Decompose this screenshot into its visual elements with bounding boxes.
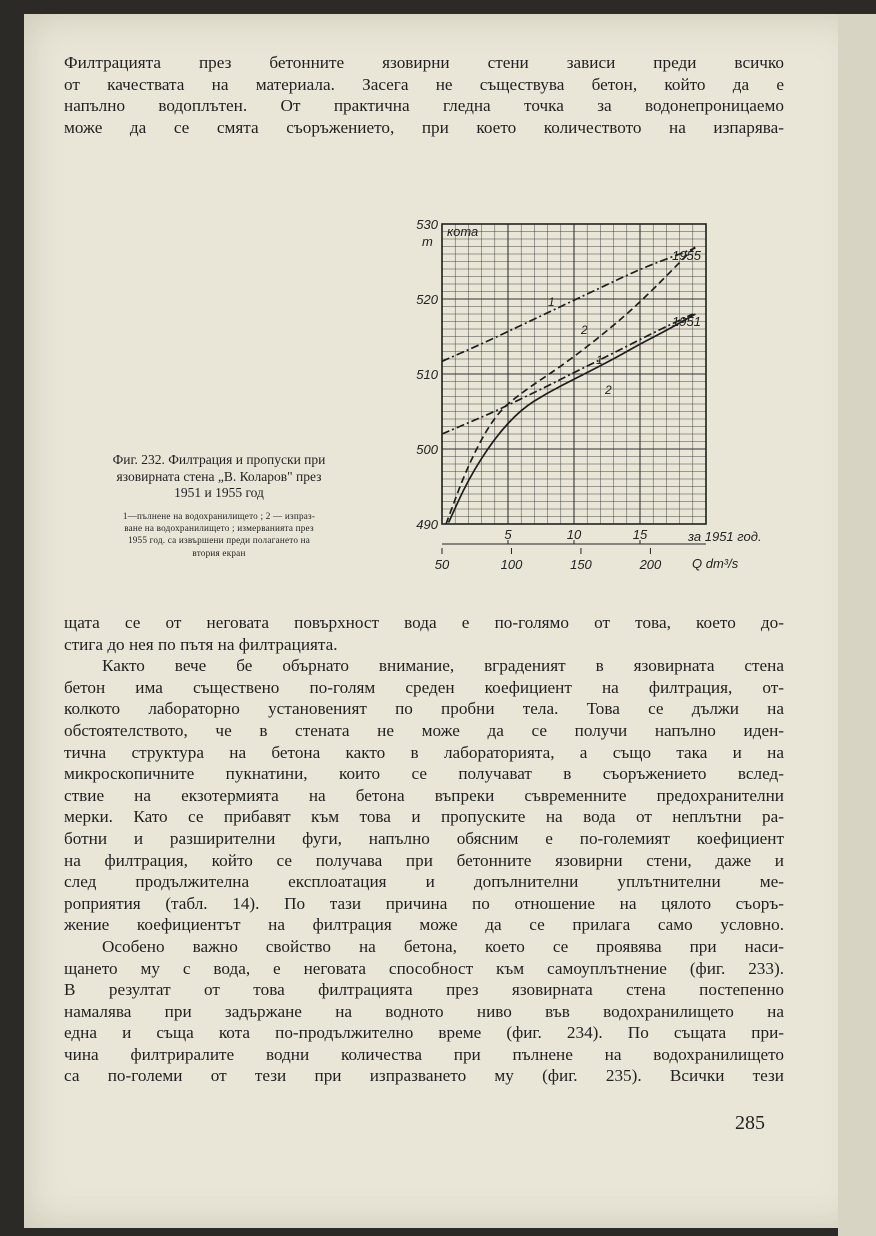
text-line: от качествата на материала. Засега не съществува бетон, който да е — [64, 74, 784, 94]
series-label-1951: 1951 — [672, 314, 701, 329]
series-label-1955: 1955 — [672, 248, 701, 263]
paragraph-top — [64, 52, 784, 138]
caption-line: язовирната стена „В. Коларов" през — [116, 468, 322, 484]
series-line-1951-1 — [449, 314, 696, 523]
figure-caption — [54, 452, 384, 559]
text-line: са по-големи от тези при изпразването му (фиг. 235). Всички тези — [64, 1066, 784, 1086]
text-line: бетон има съществено по-голям среден коефициент на филтрация, от- — [64, 677, 784, 697]
y-tick-label: 510 — [416, 367, 438, 382]
legend-line: 1—пълнене на водохранилището ; 2 — изпраз- — [122, 510, 316, 521]
text-line: намалява при задържане на водното ниво във водохранилището на — [64, 1001, 784, 1021]
curve-label-1955-1: 1 — [548, 295, 555, 309]
text-line: обстоятелството, че в стената не може да се получи напълно иден- — [64, 720, 784, 740]
filtration-chart — [400, 210, 780, 595]
text-line: колкото лабораторно установеният по пробни тела. Това се дължи на — [64, 699, 784, 719]
book-binding — [838, 14, 876, 1236]
chart-series — [442, 247, 695, 525]
text-line: роприятия (табл. 14). По тази причина по отношение на цялото съоръ- — [64, 893, 784, 913]
text-line: ботни и разширителни фуги, напълно обясним е по-големият коефициент — [64, 828, 784, 848]
x-flow-tick-label: 200 — [639, 557, 662, 572]
y-axis-unit: m — [422, 234, 433, 249]
y-axis-label: кота — [447, 224, 479, 239]
text-line: Особено важно свойство на бетона, което се проявява при наси- — [102, 936, 784, 956]
text-line: на филтрация, който се получава при бетонните язовирни стени, даже и — [64, 850, 784, 870]
chart-grid — [442, 224, 706, 524]
text-line: може да се смята съоръжението, при което количеството на изпарява- — [64, 117, 784, 137]
legend-line: втория екран — [192, 547, 246, 558]
x-flow-axis-label: Q dm³/s — [692, 556, 739, 571]
curve-label-1951-2: 2 — [605, 383, 612, 397]
series-line-1955-1 — [442, 248, 695, 361]
text-line: микроскопичните пукнатини, които се получават в съоръжението вслед- — [64, 764, 784, 784]
x-days-axis-label: за 1951 год. — [688, 529, 762, 544]
y-tick-label: 490 — [416, 517, 438, 532]
text-line: напълно водоплътен. От практична гледна точка за водонепроницаемо — [64, 96, 784, 116]
text-line: чина филтриралите водни количества при пълнене на водохранилището — [64, 1044, 784, 1064]
y-tick-label: 500 — [416, 442, 438, 457]
series-line-1955-2 — [446, 247, 695, 525]
curve-label-1955-2: 2 — [581, 323, 588, 337]
paragraph-bottom — [64, 612, 784, 1087]
text-line: Филтрацията през бетонните язовирни стени зависи преди всичко — [64, 53, 784, 72]
x-days-tick-label: 15 — [632, 527, 648, 542]
text-line: стига до нея по пътя на филтрацията. — [64, 634, 338, 654]
x-flow-tick-label: 100 — [500, 557, 523, 572]
text-line: щането му с вода, е неговата способност към самоуплътнение (фиг. 233). — [64, 958, 784, 978]
y-tick-label: 520 — [416, 292, 438, 307]
x-flow-tick-label: 50 — [434, 557, 450, 572]
caption-line: 1951 и 1955 год — [174, 485, 264, 500]
chart-labels — [416, 217, 761, 572]
text-line: тична структура на бетона както в лабораторията, а също така и на — [64, 742, 784, 762]
caption-line: Фиг. 232. Филтрация и пропуски при — [112, 452, 326, 467]
text-line: мерки. Като се прибавят към това и пропуските на вода от неплътни ра- — [64, 807, 784, 827]
x-days-tick-label: 10 — [566, 527, 582, 542]
text-line: щата се от неговата повърхност вода е по-голямо от това, което до- — [64, 613, 784, 632]
page-number: 285 — [735, 1112, 765, 1134]
text-line: Както вече бе обърнато внимание, вграденият в язовирната стена — [102, 656, 784, 676]
text-line: след продължителна експлоатация и допълнителни уплътнителни ме- — [64, 872, 784, 892]
text-line: една и съща кота по-продължително време (фиг. 234). По същата при- — [64, 1023, 784, 1043]
caption-legend — [54, 510, 384, 560]
text-line: ствие на екзотермията на бетона въпреки съвременните предохранителни — [64, 785, 784, 805]
x-flow-tick-label: 150 — [570, 557, 592, 572]
text-line: жение коефициентът на филтрация може да се прилага само условно. — [64, 915, 784, 935]
caption-title — [54, 452, 384, 502]
curve-label-1951-1: 1 — [596, 353, 603, 367]
x-days-tick-label: 5 — [504, 527, 512, 542]
legend-line: ване на водохранилището ; измерванията през — [124, 522, 314, 533]
legend-line: 1955 год. са извършени преди полагането на — [127, 535, 311, 546]
text-line: В резултат от това филтрацията през язовирната стена постепенно — [64, 980, 784, 1000]
y-tick-label: 530 — [416, 217, 438, 232]
